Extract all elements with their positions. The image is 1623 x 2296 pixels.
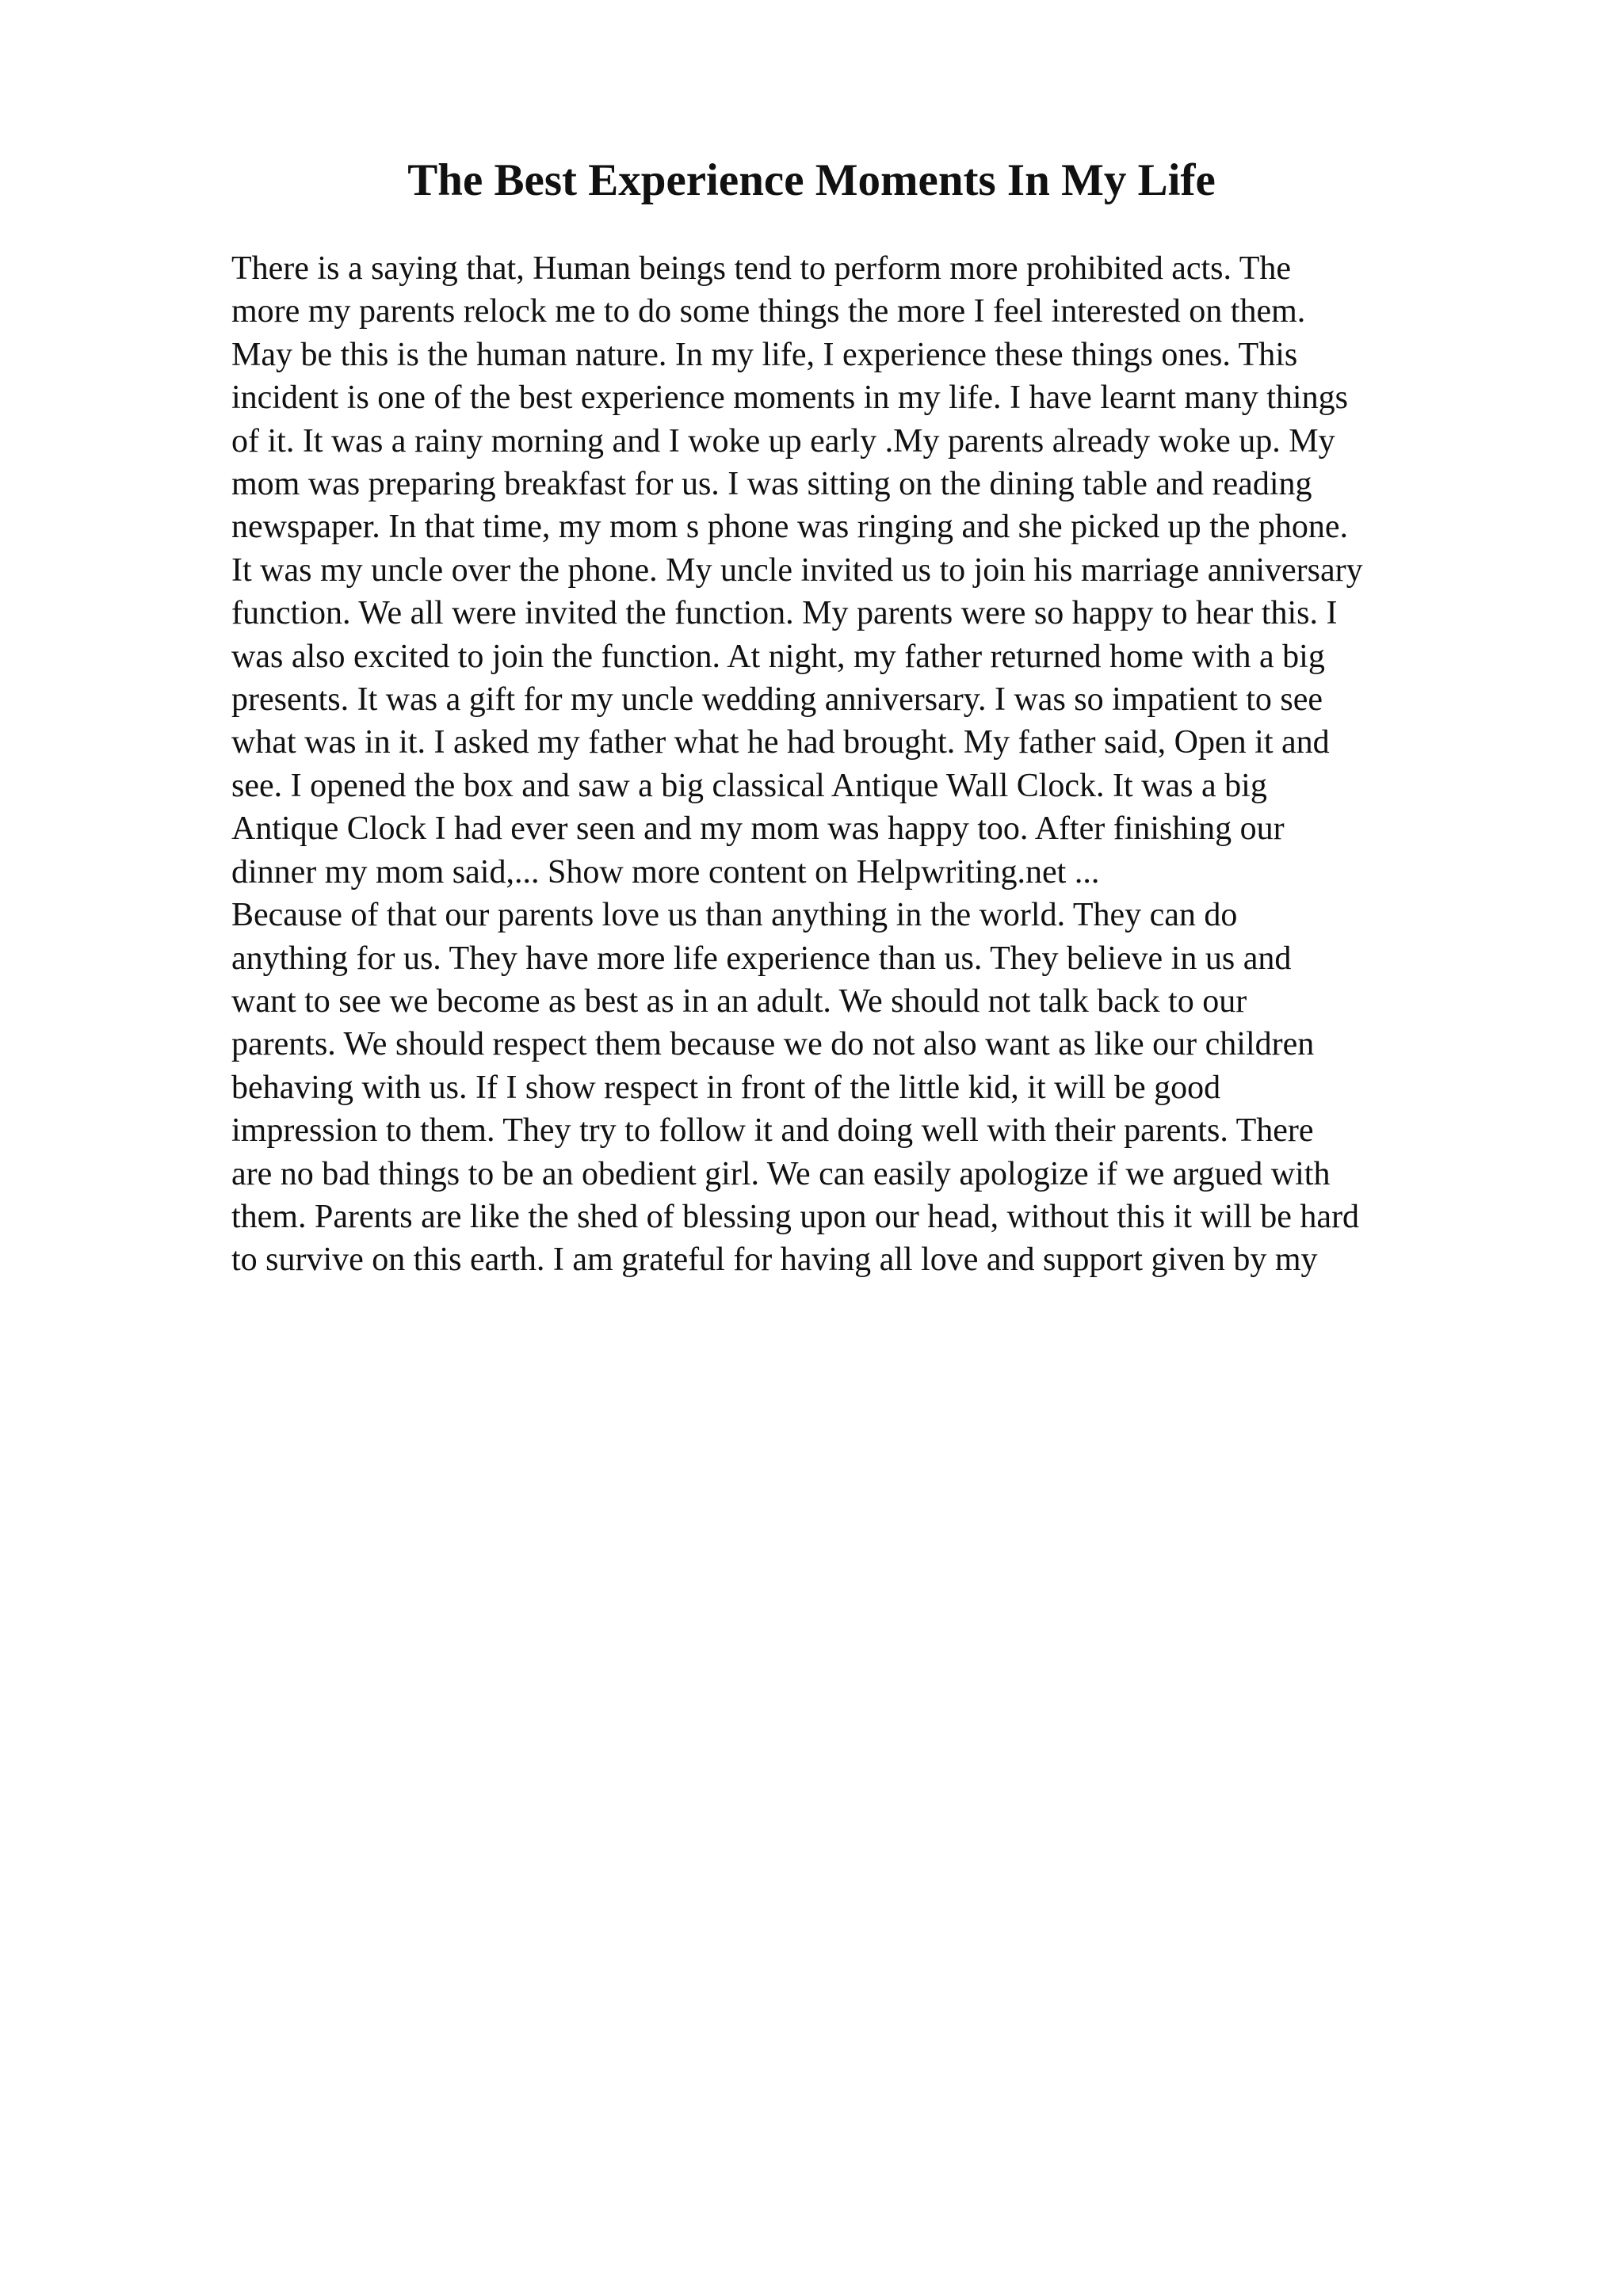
text-line: to survive on this earth. I am grateful for having all love and support given by my — [231, 1241, 1318, 1279]
text-line: more my parents relock me to do some things the more I feel interested on them. — [231, 293, 1306, 330]
text-line: anything for us. They have more life experience than us. They believe in us and — [231, 940, 1292, 977]
text-line: of it. It was a rainy morning and I woke up early .My parents already woke up. My — [231, 422, 1335, 460]
text-line: are no bad things to be an obedient girl. We can easily apologize if we argued with — [231, 1155, 1331, 1192]
text-line: what was in it. I asked my father what he had brought. My father said, Open it and — [231, 724, 1330, 761]
text-line: May be this is the human nature. In my life, I experience these things ones. This — [231, 336, 1298, 373]
text-line: mom was preparing breakfast for us. I was sitting on the dining table and reading — [231, 466, 1312, 503]
text-line: want to see we become as best as in an adult. We should not talk back to our — [231, 982, 1247, 1020]
text-line: was also excited to join the function. At night, my father returned home with a big — [231, 638, 1325, 675]
text-line: parents. We should respect them because we do not also want as like our children — [231, 1026, 1315, 1063]
document-title: The Best Experience Moments In My Life — [407, 155, 1216, 205]
text-line: dinner my mom said,... Show more content on Helpwriting.net ... — [231, 853, 1100, 891]
text-line: newspaper. In that time, my mom s phone was ringing and she picked up the phone. — [231, 509, 1349, 546]
text-line: Because of that our parents love us than anything in the world. They can do — [231, 897, 1238, 934]
text-line: impression to them. They try to follow it and doing well with their parents. There — [231, 1112, 1314, 1150]
text-line: see. I opened the box and saw a big classical Antique Wall Clock. It was a big — [231, 767, 1267, 804]
text-line: There is a saying that, Human beings tend to perform more prohibited acts. The — [231, 250, 1292, 287]
text-line: behaving with us. If I show respect in front of the little kid, it will be good — [231, 1069, 1221, 1106]
text-line: It was my uncle over the phone. My uncle invited us to join his marriage anniversary — [231, 551, 1363, 589]
text-line: presents. It was a gift for my uncle wedding anniversary. I was so impatient to see — [231, 681, 1323, 719]
text-line: them. Parents are like the shed of blessing upon our head, without this it will be hard — [231, 1198, 1360, 1235]
document-body — [231, 247, 1531, 1282]
text-line: function. We all were invited the function. My parents were so happy to hear this. I — [231, 595, 1338, 632]
text-line: incident is one of the best experience moments in my life. I have learnt many things — [231, 379, 1348, 417]
text-line: Antique Clock I had ever seen and my mom was happy too. After finishing our — [231, 810, 1285, 848]
